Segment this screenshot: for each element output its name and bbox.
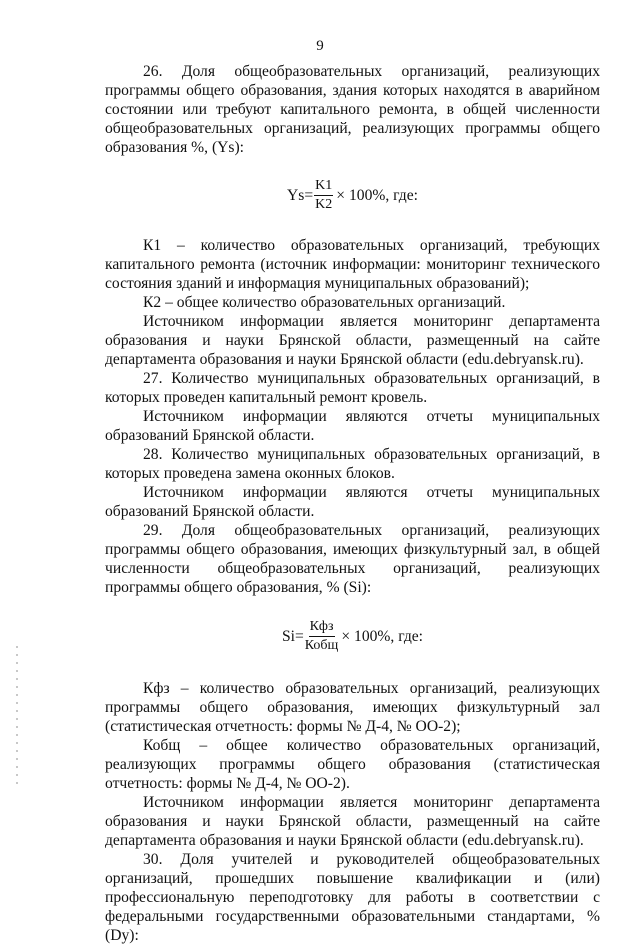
formula-si-rhs: × 100%, где: <box>341 628 424 645</box>
kfz-definition: Кфз – количество образовательных организаций, реализующих программы общего образования, имеющих физкультурный зал (статистическая отчетность: формы № Д-4, № ОО-2); <box>105 680 600 735</box>
formula-ys-numerator: K1 <box>314 178 333 196</box>
page-number: 9 <box>316 38 324 54</box>
k2-definition: К2 – общее количество образовательных организаций. <box>143 294 506 311</box>
formula-ys-rhs: × 100%, где: <box>336 187 418 204</box>
source-info-1: Источником информации является мониторинг департамента образования и науки Брянской области, размещенный на сайте департамента образования и науки Брянской области (edu.debryansk.ru). <box>105 313 600 368</box>
item-28: 28. Количество муниципальных образовательных организаций, в которых проведена замена оконных блоков. <box>105 446 600 482</box>
formula-ys-lhs: Ys= <box>287 187 314 204</box>
item-27: 27. Количество муниципальных образовательных организаций, в которых проведен капитальный ремонт кровель. <box>105 370 600 406</box>
item-30: 30. Доля учителей и руководителей общеобразовательных организаций, прошедших повышение квалификации и (или) профессиональную переподготовку для работы в соответствии с федеральными государственными образовательными стандартами, % (Dy): <box>105 851 600 944</box>
source-info-2: Источником информации являются отчеты муниципальных образований Брянской области. <box>105 408 600 444</box>
scan-margin-marks <box>14 640 20 780</box>
source-info-4: Источником информации является мониторинг департамента образования и науки Брянской области, размещенный на сайте департамента образования и науки Брянской области (edu.debryansk.ru). <box>105 794 600 849</box>
formula-ys-fraction <box>314 178 333 213</box>
formula-si-lhs: Si= <box>281 628 304 645</box>
formula-ys <box>105 178 600 213</box>
kobsh-definition: Кобщ – общее количество образовательных организаций, реализующих программы общего образования (статистическая отчетность: формы № Д-4, № ОО-2). <box>105 737 600 792</box>
formula-si-numerator: Кфз <box>309 619 335 637</box>
item-29: 29. Доля общеобразовательных организаций, реализующих программы общего образования, имеющих физкультурный зал, в общей численности общеобразовательных организаций, реализующих программы общего образования, % (Si): <box>105 522 600 596</box>
document-body <box>105 62 600 945</box>
k1-definition: К1 – количество образовательных организаций, требующих капитального ремонта (источник информации: мониторинг технического состояния зданий и информация муниципальных образований); <box>105 237 600 292</box>
formula-si <box>105 619 600 654</box>
formula-si-denominator: Кобщ <box>304 638 339 653</box>
item-26: 26. Доля общеобразовательных организаций, реализующих программы общего образования, здания которых находятся в аварийном состоянии или требуют капитального ремонта, в общей численности общеобразовательных организаций, реализующих программы общего образования %, (Ys): <box>105 63 600 156</box>
formula-si-fraction <box>305 619 339 654</box>
formula-ys-denominator: K2 <box>315 197 333 212</box>
source-info-3: Источником информации являются отчеты муниципальных образований Брянской области. <box>105 484 600 520</box>
